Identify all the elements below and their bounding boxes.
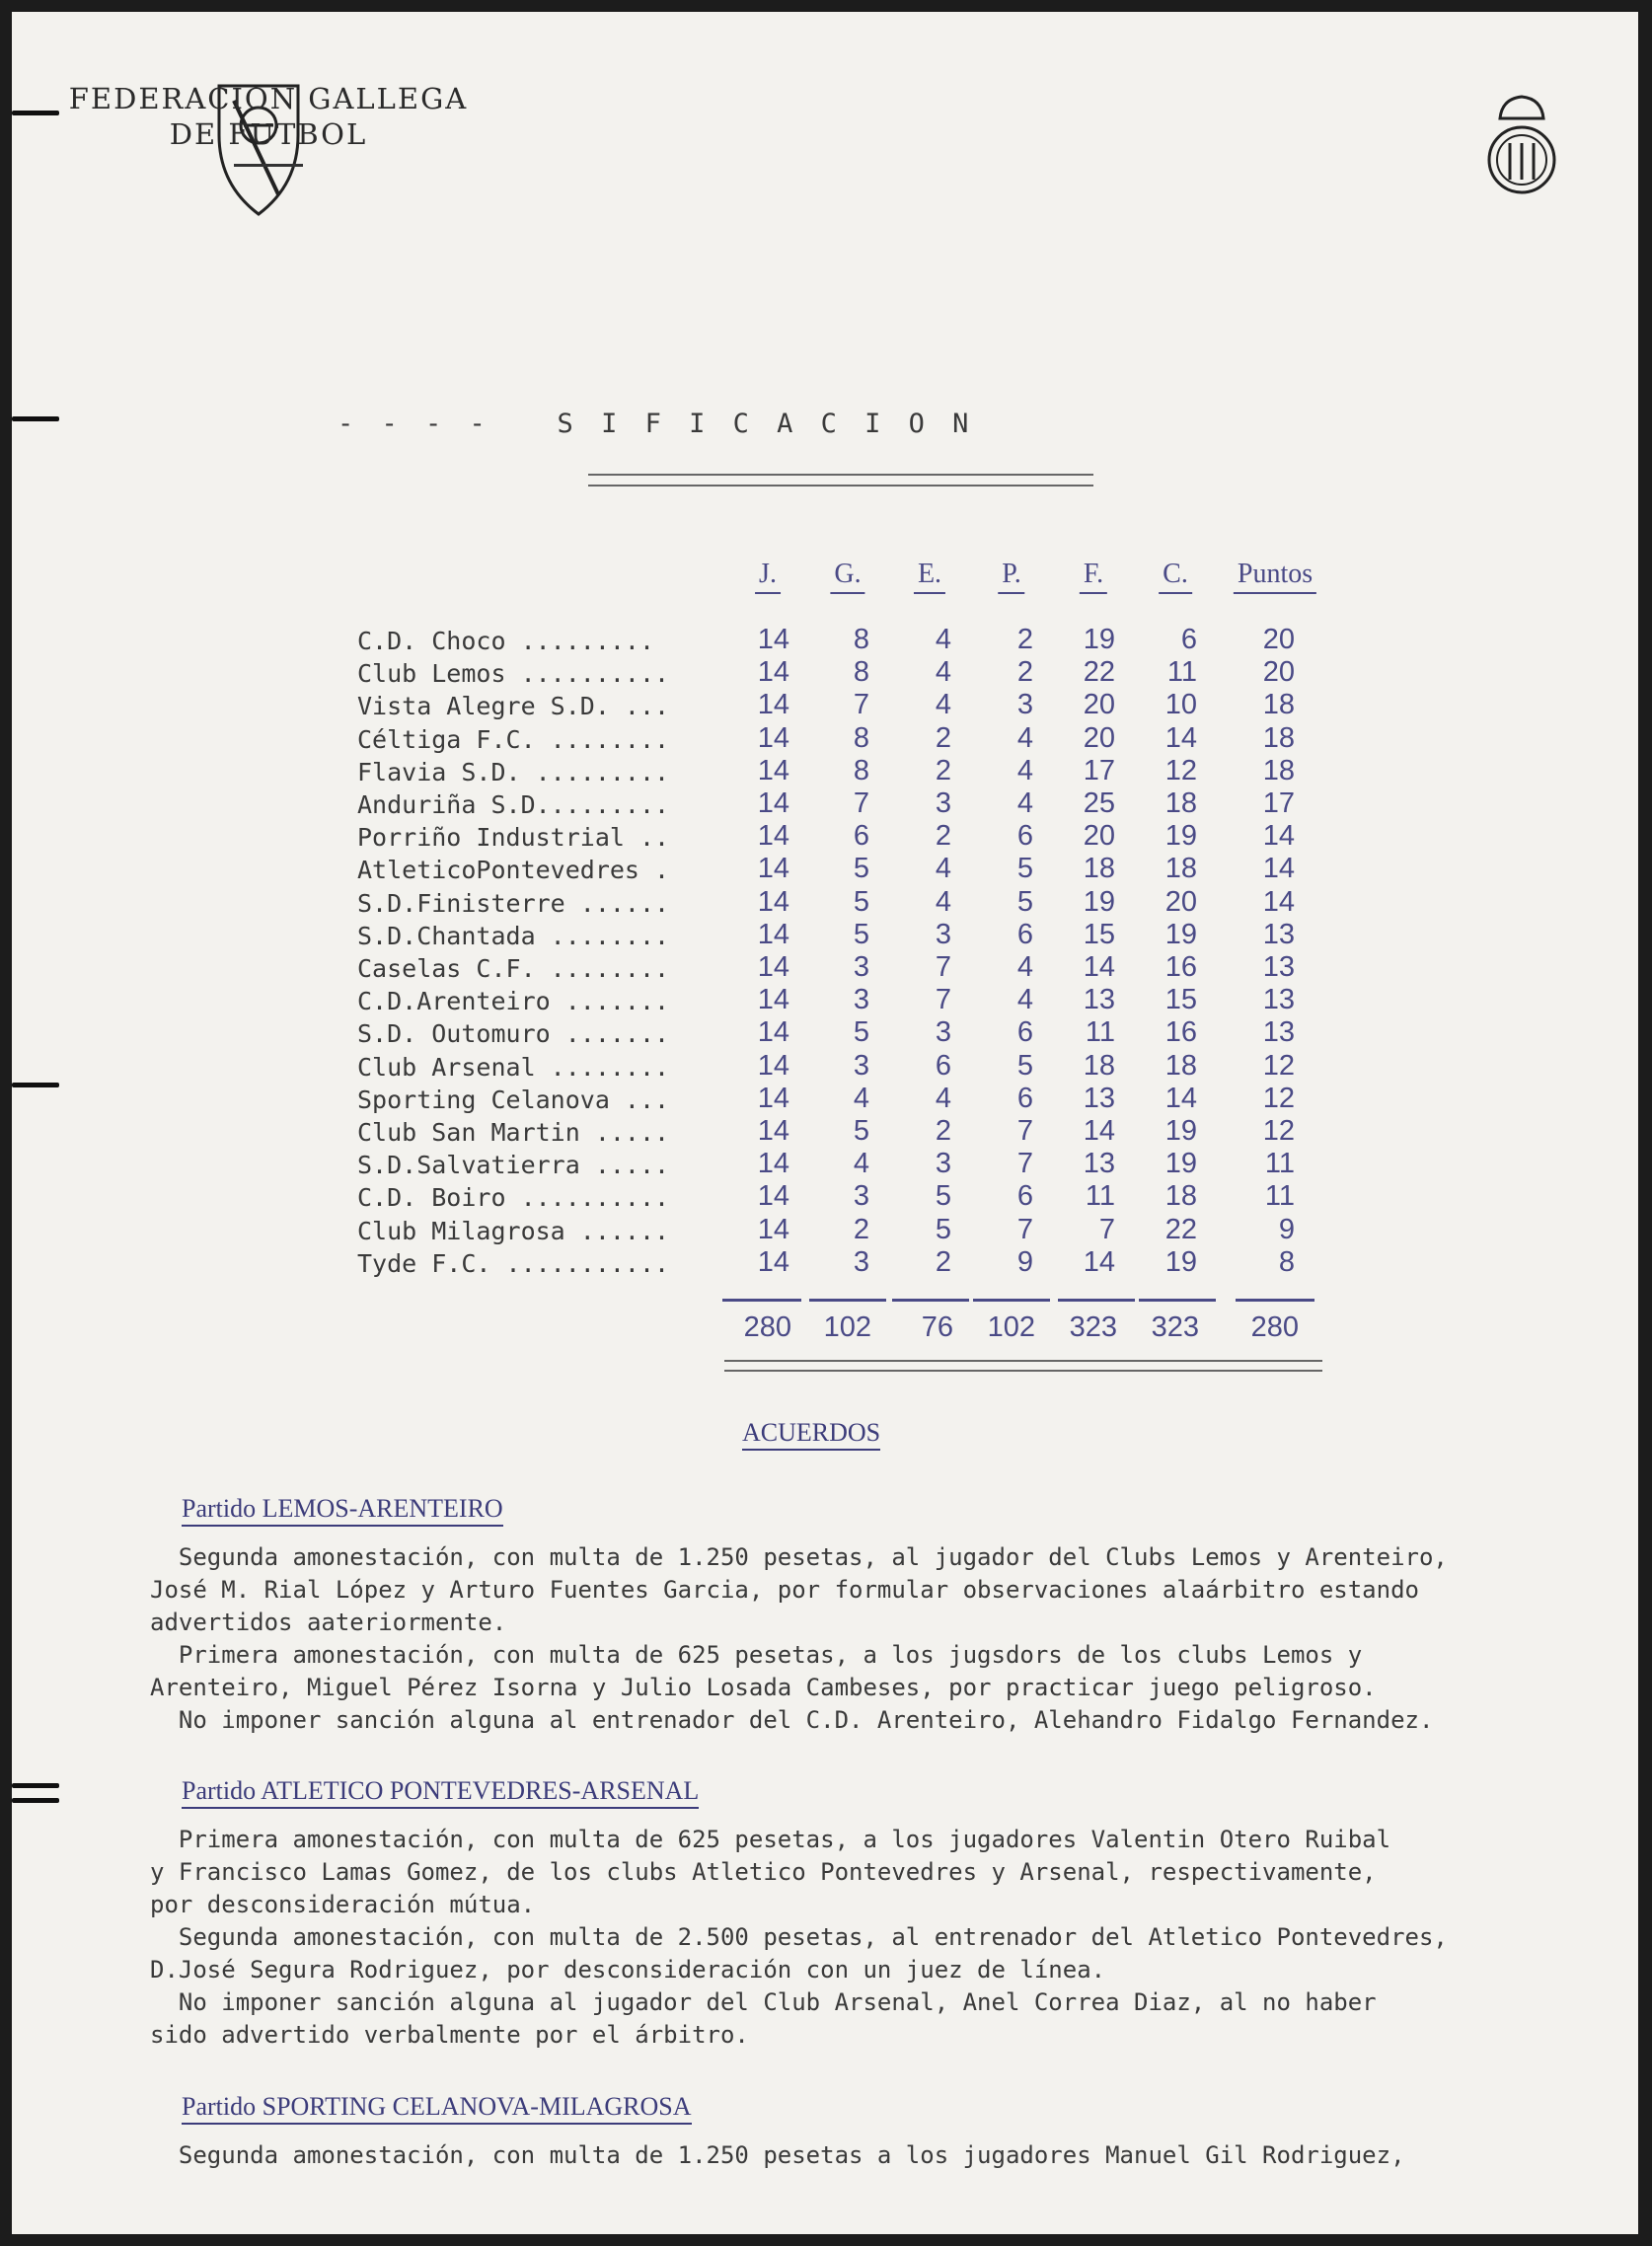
table-cell: 14: [757, 624, 789, 655]
table-cell: 8: [853, 721, 869, 754]
table-cell: 14: [1164, 1082, 1197, 1114]
table-cell: 17: [1262, 787, 1295, 819]
table-cell: 14: [757, 721, 789, 754]
table-cell: 20: [1262, 656, 1295, 689]
table-cell: 14: [1262, 885, 1295, 918]
table-cell: 6: [1016, 1180, 1033, 1213]
table-cell: 11: [1264, 1148, 1295, 1180]
team-name: Club Lemos ..........: [357, 659, 670, 689]
table-cell: 8: [853, 624, 869, 655]
table-cell: 14: [757, 1016, 789, 1049]
table-cell: 15: [1083, 918, 1115, 950]
team-name: Anduriña S.D.........: [357, 790, 670, 819]
ruling-text-line: sido advertido verbalmente por el árbitro.: [150, 2021, 749, 2049]
table-cell: 20: [1262, 624, 1295, 655]
column-total: 323: [1151, 1311, 1199, 1343]
table-cell: 18: [1164, 1180, 1197, 1213]
table-cell: 7: [1016, 1115, 1033, 1147]
table-cell: 14: [757, 1049, 789, 1082]
table-cell: 6: [1180, 624, 1197, 655]
table-cell: 14: [757, 1245, 789, 1278]
table-cell: 3: [853, 1049, 869, 1082]
table-cell: 4: [935, 656, 951, 689]
table-cell: 4: [1016, 984, 1033, 1016]
table-cell: 14: [757, 918, 789, 950]
table-cell: 6: [853, 820, 869, 853]
team-name: Club Arsenal ........: [357, 1052, 670, 1082]
table-cell: 14: [757, 951, 789, 983]
table-cell: 11: [1166, 656, 1197, 689]
table-cell: 9: [1016, 1245, 1033, 1278]
table-cell: 2: [1016, 656, 1033, 689]
letterhead-line-1: FEDERACION GALLEGA: [68, 82, 469, 115]
team-name: S.D.Chantada ........: [357, 921, 670, 950]
table-cell: 14: [757, 885, 789, 918]
ruling-text-line: Segunda amonestación, con multa de 2.500 pesetas, al entrenador del Atletico Pontevedres,: [150, 1923, 1448, 1951]
table-cell: 14: [1262, 853, 1295, 885]
team-name: C.D.Arenteiro .......: [357, 987, 670, 1016]
table-cell: 20: [1083, 721, 1115, 754]
table-cell: 3: [853, 984, 869, 1016]
table-cell: 19: [1164, 1115, 1197, 1147]
table-cell: 12: [1164, 754, 1197, 786]
table-cell: 5: [853, 885, 869, 918]
match-heading: Partido ATLETICO PONTEVEDRES-ARSENAL: [182, 1776, 699, 1809]
team-name: Sporting Celanova ...: [357, 1085, 670, 1114]
binder-mark: [12, 1083, 59, 1087]
table-cell: 7: [1016, 1148, 1033, 1180]
table-cell: 3: [853, 1180, 869, 1213]
table-cell: 3: [935, 787, 951, 819]
table-cell: 17: [1083, 754, 1115, 786]
table-cell: 5: [1016, 853, 1033, 885]
table-cell: 8: [853, 754, 869, 786]
match-heading: Partido SPORTING CELANOVA-MILAGROSA: [182, 2092, 692, 2125]
table-cell: 16: [1164, 951, 1197, 983]
table-cell: 14: [757, 1115, 789, 1147]
table-cell: 3: [935, 918, 951, 950]
table-cell: 4: [935, 885, 951, 918]
team-name: AtleticoPontevedres .: [357, 856, 670, 885]
table-cell: 4: [1016, 787, 1033, 819]
team-name: Club Milagrosa ......: [357, 1216, 670, 1245]
table-cell: 14: [757, 1082, 789, 1114]
title-double-rule: [588, 474, 1093, 487]
table-cell: 18: [1164, 1049, 1197, 1082]
table-cell: 14: [1262, 820, 1295, 853]
table-cell: 18: [1164, 853, 1197, 885]
team-name: Club San Martin .....: [357, 1118, 670, 1147]
table-cell: 8: [853, 656, 869, 689]
table-cell: 12: [1262, 1115, 1295, 1147]
table-cell: 6: [1016, 1016, 1033, 1049]
column-total: 323: [1069, 1311, 1117, 1343]
royal-crest-icon: [1482, 89, 1561, 202]
table-cell: 12: [1262, 1049, 1295, 1082]
team-name: Caselas C.F. ........: [357, 954, 670, 983]
table-cell: 12: [1262, 1082, 1295, 1114]
table-cell: 4: [935, 624, 951, 655]
ruling-text-line: José M. Rial López y Arturo Fuentes Garcia, por formular observaciones alaárbitro estando: [150, 1576, 1419, 1604]
table-cell: 19: [1164, 918, 1197, 950]
column-header: J.: [755, 559, 781, 594]
column-header: E.: [914, 559, 945, 594]
table-cell: 5: [935, 1180, 951, 1213]
table-cell: 6: [1016, 1082, 1033, 1114]
table-cell: 20: [1164, 885, 1197, 918]
table-cell: 3: [853, 951, 869, 983]
table-cell: 7: [1016, 1213, 1033, 1245]
table-cell: 16: [1164, 1016, 1197, 1049]
table-cell: 4: [935, 1082, 951, 1114]
table-cell: 5: [935, 1213, 951, 1245]
table-cell: 11: [1264, 1180, 1295, 1213]
column-header: F.: [1080, 559, 1107, 594]
table-cell: 3: [935, 1016, 951, 1049]
table-cell: 19: [1083, 885, 1115, 918]
column-total: 76: [921, 1311, 953, 1343]
column-underline: [973, 1299, 1050, 1302]
table-cell: 3: [1016, 689, 1033, 721]
ruling-text-line: Segunda amonestación, con multa de 1.250 pesetas, al jugador del Clubs Lemos y Arenteiro,: [150, 1543, 1448, 1571]
team-name: S.D.Salvatierra .....: [357, 1151, 670, 1180]
table-cell: 11: [1085, 1180, 1115, 1213]
team-name: S.D. Outomuro .......: [357, 1019, 670, 1049]
table-cell: 15: [1164, 984, 1197, 1016]
table-cell: 14: [757, 689, 789, 721]
table-cell: 10: [1164, 689, 1197, 721]
table-cell: 2: [935, 1115, 951, 1147]
column-header: P.: [998, 559, 1024, 594]
table-cell: 25: [1083, 787, 1115, 819]
table-cell: 5: [1016, 885, 1033, 918]
table-cell: 3: [853, 1245, 869, 1278]
letterhead-line-2: DE FUTBOL: [169, 117, 368, 151]
table-cell: 4: [1016, 754, 1033, 786]
table-cell: 14: [757, 1213, 789, 1245]
column-underline: [1139, 1299, 1216, 1302]
table-cell: 20: [1083, 820, 1115, 853]
table-cell: 13: [1083, 1148, 1115, 1180]
table-cell: 14: [1164, 721, 1197, 754]
team-name: Porriño Industrial ..: [357, 823, 670, 853]
column-underline: [722, 1299, 801, 1302]
table-cell: 5: [853, 1115, 869, 1147]
column-underline: [1058, 1299, 1135, 1302]
ruling-text-line: Arenteiro, Miguel Pérez Isorna y Julio Losada Cambeses, por practicar juego peligroso.: [150, 1674, 1377, 1701]
table-cell: 2: [853, 1213, 869, 1245]
table-cell: 19: [1164, 1245, 1197, 1278]
column-total: 280: [1250, 1311, 1299, 1343]
table-cell: 13: [1083, 984, 1115, 1016]
table-cell: 5: [1016, 1049, 1033, 1082]
table-cell: 13: [1262, 1016, 1295, 1049]
table-cell: 22: [1083, 656, 1115, 689]
table-cell: 18: [1262, 689, 1295, 721]
table-cell: 5: [853, 918, 869, 950]
ruling-text-line: advertidos aateriormente.: [150, 1609, 507, 1636]
table-cell: 14: [757, 820, 789, 853]
acuerdos-title: ACUERDOS: [742, 1418, 880, 1451]
table-cell: 19: [1164, 820, 1197, 853]
column-total: 102: [987, 1311, 1035, 1343]
table-cell: 18: [1083, 853, 1115, 885]
table-cell: 4: [1016, 951, 1033, 983]
team-name: Tyde F.C. ...........: [357, 1248, 670, 1278]
table-cell: 7: [1098, 1213, 1115, 1245]
table-cell: 13: [1262, 984, 1295, 1016]
ruling-text-line: No imponer sanción alguna al entrenador del C.D. Arenteiro, Alehandro Fidalgo Fernandez.: [150, 1706, 1434, 1734]
table-cell: 4: [853, 1148, 869, 1180]
table-cell: 8: [1278, 1245, 1295, 1278]
table-cell: 13: [1262, 951, 1295, 983]
table-cell: 13: [1262, 918, 1295, 950]
table-cell: 14: [1083, 951, 1115, 983]
team-name: Flavia S.D. .........: [357, 757, 670, 786]
table-cell: 14: [757, 984, 789, 1016]
table-cell: 4: [1016, 721, 1033, 754]
team-name: C.D. Choco .........: [357, 627, 655, 655]
binder-mark: [12, 1798, 59, 1803]
table-cell: 22: [1164, 1213, 1197, 1245]
column-header: Puntos: [1234, 559, 1316, 594]
table-cell: 2: [935, 820, 951, 853]
page-title: - - - - S I F I C A C I O N: [338, 409, 975, 439]
table-cell: 6: [935, 1049, 951, 1082]
table-cell: 4: [853, 1082, 869, 1114]
table-cell: 6: [1016, 820, 1033, 853]
table-cell: 2: [935, 754, 951, 786]
table-cell: 2: [935, 721, 951, 754]
column-header: G.: [830, 559, 864, 594]
ruling-text-line: por desconsideración mútua.: [150, 1891, 536, 1918]
table-cell: 9: [1278, 1213, 1295, 1245]
table-cell: 18: [1083, 1049, 1115, 1082]
binder-mark: [12, 1783, 59, 1788]
team-name: C.D. Boiro ..........: [357, 1183, 670, 1213]
table-cell: 11: [1085, 1016, 1115, 1049]
team-name: Céltiga F.C. ........: [357, 724, 670, 754]
table-cell: 14: [1083, 1115, 1115, 1147]
ruling-text-line: D.José Segura Rodriguez, por desconsideración con un juez de línea.: [150, 1956, 1106, 1984]
totals-double-rule: [724, 1360, 1322, 1372]
team-name: S.D.Finisterre ......: [357, 888, 670, 918]
table-cell: 18: [1262, 721, 1295, 754]
table-cell: 19: [1164, 1148, 1197, 1180]
table-cell: 7: [853, 689, 869, 721]
column-underline: [892, 1299, 969, 1302]
table-cell: 20: [1083, 689, 1115, 721]
letterhead: [51, 81, 486, 167]
binder-mark: [12, 416, 59, 421]
table-cell: 5: [853, 1016, 869, 1049]
table-cell: 4: [935, 689, 951, 721]
table-cell: 5: [853, 853, 869, 885]
ruling-text-line: Segunda amonestación, con multa de 1.250 pesetas a los jugadores Manuel Gil Rodriguez,: [150, 2141, 1405, 2169]
table-cell: 7: [853, 787, 869, 819]
column-header: C.: [1159, 559, 1192, 594]
ruling-text-line: y Francisco Lamas Gomez, de los clubs Atletico Pontevedres y Arsenal, respectivamente,: [150, 1858, 1377, 1886]
column-underline: [1236, 1299, 1314, 1302]
column-total: 102: [823, 1311, 871, 1343]
table-cell: 2: [1016, 624, 1033, 655]
table-cell: 2: [935, 1245, 951, 1278]
table-cell: 14: [757, 1180, 789, 1213]
table-cell: 14: [757, 656, 789, 689]
table-cell: 14: [757, 853, 789, 885]
table-cell: 6: [1016, 918, 1033, 950]
column-underline: [809, 1299, 886, 1302]
match-heading: Partido LEMOS-ARENTEIRO: [182, 1494, 503, 1527]
team-name: Vista Alegre S.D. ...: [357, 692, 670, 721]
ruling-text-line: Primera amonestación, con multa de 625 pesetas, a los jugsdors de los clubs Lemos y: [150, 1641, 1363, 1669]
table-cell: 14: [757, 787, 789, 819]
document-page: [12, 12, 1638, 2234]
table-cell: 14: [1083, 1245, 1115, 1278]
table-cell: 14: [757, 1148, 789, 1180]
table-cell: 18: [1164, 787, 1197, 819]
column-total: 280: [743, 1311, 791, 1343]
table-cell: 19: [1083, 624, 1115, 655]
table-cell: 3: [935, 1148, 951, 1180]
ruling-text-line: Primera amonestación, con multa de 625 pesetas, a los jugadores Valentin Otero Ruibal: [150, 1826, 1391, 1853]
letterhead-rule: [234, 164, 303, 167]
table-cell: 13: [1083, 1082, 1115, 1114]
table-cell: 18: [1262, 754, 1295, 786]
ruling-text-line: No imponer sanción alguna al jugador del Club Arsenal, Anel Correa Diaz, al no haber: [150, 1988, 1377, 2016]
table-cell: 7: [935, 951, 951, 983]
table-cell: 14: [757, 754, 789, 786]
table-cell: 4: [935, 853, 951, 885]
table-cell: 7: [935, 984, 951, 1016]
